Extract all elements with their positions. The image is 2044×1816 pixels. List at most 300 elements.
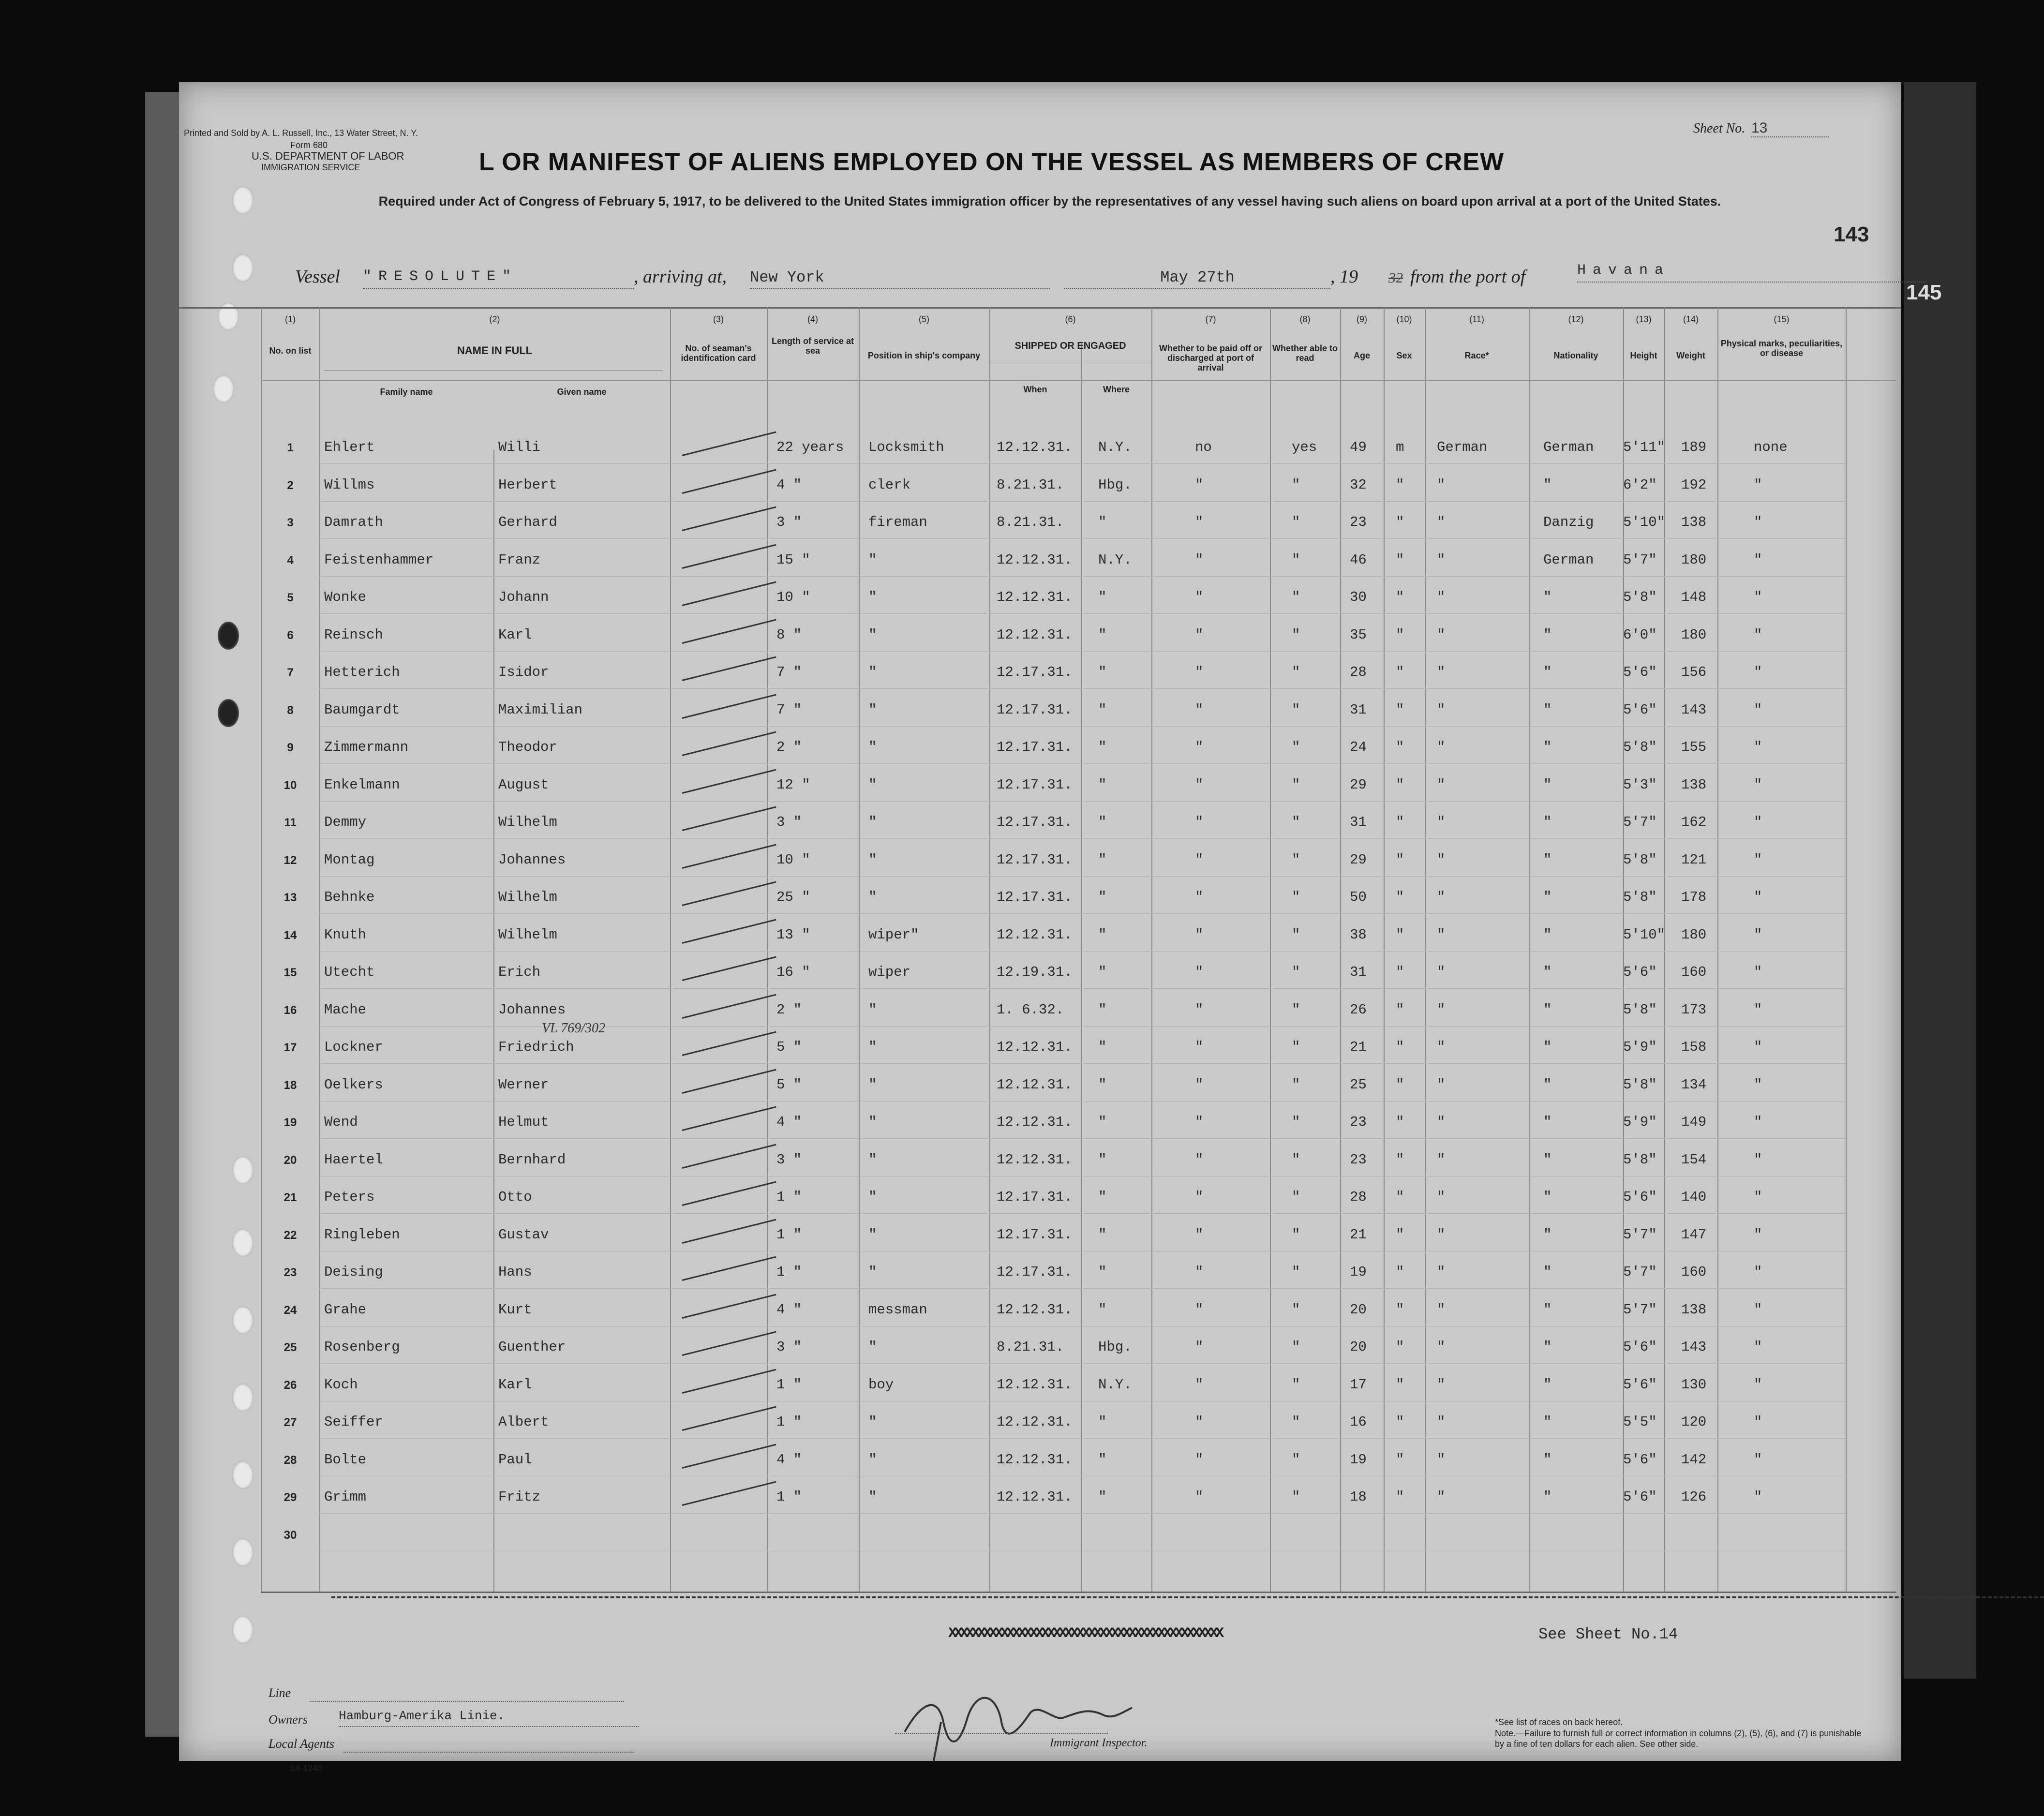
- signature-line: [895, 1732, 1108, 1734]
- check-mark-icon: [682, 1369, 776, 1393]
- height-cell: 5'6": [1623, 701, 1657, 718]
- height-cell: 5'7": [1623, 1264, 1657, 1280]
- sex-cell: ": [1396, 964, 1404, 980]
- race-cell: ": [1437, 1226, 1446, 1243]
- penalty-note: Note.—Failure to furnish full or correct information in columns (2), (5), (6), and (7) is punishable by a fine of ten dollars for each alien. See other side.: [1495, 1728, 1862, 1749]
- height-cell: 5'7": [1623, 814, 1657, 830]
- family-name-cell: Utecht: [324, 964, 375, 980]
- row-number: 5: [287, 591, 294, 604]
- position-cell: ": [868, 1414, 877, 1430]
- service-length-cell: 1 ": [776, 1376, 802, 1393]
- shipped-where-cell: ": [1098, 851, 1107, 868]
- row-number: 27: [283, 1416, 297, 1429]
- sex-cell: ": [1396, 851, 1404, 868]
- physical-marks-cell: ": [1754, 626, 1762, 643]
- position-cell: ": [868, 551, 877, 568]
- able-read-cell: ": [1292, 1151, 1300, 1168]
- required-notice: Required under Act of Congress of February 5, 1917, to be delivered to the United States immigration officer by the representatives of any vessel having such aliens on board upon arrival at a port of the United States.: [378, 194, 1721, 208]
- name-subrule: [324, 370, 663, 371]
- check-mark-icon: [682, 694, 776, 718]
- col-num: (14): [1683, 314, 1699, 324]
- service-length-cell: 3 ": [776, 514, 802, 530]
- age-cell: 16: [1350, 1414, 1367, 1430]
- age-cell: 19: [1350, 1264, 1367, 1280]
- position-cell: fireman: [868, 514, 927, 530]
- age-cell: 29: [1350, 851, 1367, 868]
- able-read-cell: ": [1292, 626, 1300, 643]
- check-mark-icon: [682, 844, 776, 868]
- race-cell: ": [1437, 1076, 1446, 1093]
- weight-cell: 138: [1681, 776, 1707, 793]
- shipped-where-cell: ": [1098, 1226, 1107, 1243]
- header-age: Age: [1353, 351, 1370, 360]
- header-name-in-full: NAME IN FULL: [457, 344, 533, 357]
- position-cell: ": [868, 851, 877, 868]
- shipped-where-cell: ": [1098, 1076, 1107, 1093]
- physical-marks-cell: ": [1754, 701, 1762, 718]
- punch-hole-icon: [232, 186, 254, 214]
- given-name-cell: Hans: [498, 1264, 532, 1280]
- check-mark-icon: [682, 769, 776, 793]
- physical-marks-cell: ": [1754, 1076, 1762, 1093]
- sex-cell: ": [1396, 589, 1404, 605]
- col-divider: [1529, 307, 1530, 1592]
- physical-marks-cell: none: [1754, 439, 1788, 455]
- header-given-name: Given name: [557, 387, 607, 397]
- shipped-where-cell: ": [1098, 1039, 1107, 1055]
- row-rule: [319, 1363, 1846, 1364]
- able-read-cell: ": [1292, 589, 1300, 605]
- punch-hole-icon: [232, 1384, 254, 1412]
- row-rule: [319, 988, 1846, 989]
- paid-off-cell: ": [1195, 1189, 1204, 1205]
- shipped-when-cell: 8.21.31.: [997, 1339, 1064, 1355]
- race-cell: ": [1437, 1339, 1446, 1355]
- shipped-when-cell: 12.17.31.: [997, 664, 1073, 680]
- header-shipped: SHIPPED OR ENGAGED: [1015, 341, 1126, 351]
- race-cell: ": [1437, 926, 1446, 943]
- service: IMMIGRATION SERVICE: [261, 163, 360, 172]
- arrival-date: May 27th: [1064, 268, 1330, 289]
- physical-marks-cell: ": [1754, 1226, 1762, 1243]
- col-divider: [859, 307, 860, 1592]
- nationality-cell: ": [1543, 1264, 1552, 1280]
- position-cell: ": [868, 1001, 877, 1018]
- family-name-cell: Behnke: [324, 889, 375, 905]
- service-length-cell: 2 ": [776, 1001, 802, 1018]
- given-name-cell: Karl: [498, 626, 532, 643]
- height-cell: 5'6": [1623, 1451, 1657, 1468]
- able-read-cell: ": [1292, 1339, 1300, 1355]
- check-mark-icon: [682, 469, 776, 493]
- family-name-cell: Reinsch: [324, 626, 383, 643]
- family-name-cell: Wonke: [324, 589, 367, 605]
- sex-cell: ": [1396, 1414, 1404, 1430]
- given-name-cell: Johannes: [498, 1001, 566, 1018]
- shipped-when-cell: 12.12.31.: [997, 1489, 1073, 1505]
- punch-hole-icon: [232, 254, 254, 282]
- weight-cell: 173: [1681, 1001, 1707, 1018]
- paid-off-cell: ": [1195, 964, 1204, 980]
- physical-marks-cell: ": [1754, 514, 1762, 530]
- age-cell: 31: [1350, 964, 1367, 980]
- row-number: 7: [287, 666, 294, 679]
- family-name-cell: Haertel: [324, 1151, 383, 1168]
- given-name-cell: Helmut: [498, 1114, 549, 1130]
- weight-cell: 189: [1681, 439, 1707, 455]
- able-read-cell: ": [1292, 1076, 1300, 1093]
- able-read-cell: ": [1292, 701, 1300, 718]
- check-mark-icon: [682, 544, 776, 568]
- weight-cell: 162: [1681, 814, 1707, 830]
- sex-cell: ": [1396, 926, 1404, 943]
- able-read-cell: ": [1292, 1114, 1300, 1130]
- able-read-cell: ": [1292, 551, 1300, 568]
- owners-label: Owners: [269, 1712, 308, 1727]
- family-name-cell: Deising: [324, 1264, 383, 1280]
- race-cell: ": [1437, 589, 1446, 605]
- sex-cell: ": [1396, 551, 1404, 568]
- local-agents-field: [343, 1739, 634, 1753]
- check-mark-icon: [682, 619, 776, 643]
- inspector-signature: [895, 1679, 1147, 1766]
- row-rule: [319, 1101, 1846, 1102]
- age-cell: 28: [1350, 1189, 1367, 1205]
- shipped-when-cell: 12.17.31.: [997, 889, 1073, 905]
- height-cell: 5'11": [1623, 439, 1666, 455]
- physical-marks-cell: ": [1754, 1376, 1762, 1393]
- punch-hole-icon: [213, 375, 234, 403]
- line-label: Line: [269, 1686, 291, 1700]
- age-cell: 31: [1350, 814, 1367, 830]
- check-mark-icon: [682, 1181, 776, 1206]
- row-number: 10: [283, 778, 297, 792]
- punch-hole-icon: [218, 302, 239, 330]
- able-read-cell: ": [1292, 514, 1300, 530]
- given-name-cell: Kurt: [498, 1301, 532, 1318]
- paid-off-cell: ": [1195, 476, 1204, 493]
- row-number: 21: [283, 1191, 297, 1204]
- service-length-cell: 3 ": [776, 1339, 802, 1355]
- position-cell: ": [868, 1039, 877, 1055]
- physical-marks-cell: ": [1754, 1451, 1762, 1468]
- height-cell: 5'7": [1623, 551, 1657, 568]
- able-read-cell: ": [1292, 1264, 1300, 1280]
- position-cell: ": [868, 776, 877, 793]
- weight-cell: 140: [1681, 1189, 1707, 1205]
- sex-cell: ": [1396, 814, 1404, 830]
- service-length-cell: 8 ": [776, 626, 802, 643]
- row-number: 23: [283, 1266, 297, 1279]
- physical-marks-cell: ": [1754, 664, 1762, 680]
- family-name-cell: Koch: [324, 1376, 358, 1393]
- vessel-name: "RESOLUTE": [363, 268, 634, 289]
- age-cell: 30: [1350, 589, 1367, 605]
- age-cell: 17: [1350, 1376, 1367, 1393]
- paid-off-cell: ": [1195, 851, 1204, 868]
- shipped-when-cell: 12.12.31.: [997, 1301, 1073, 1318]
- given-name-cell: Friedrich: [498, 1039, 574, 1055]
- service-length-cell: 4 ": [776, 1114, 802, 1130]
- shipped-when-cell: 12.12.31.: [997, 1039, 1073, 1055]
- nationality-cell: ": [1543, 1189, 1552, 1205]
- paid-off-cell: ": [1195, 1489, 1204, 1505]
- race-cell: ": [1437, 664, 1446, 680]
- paid-off-cell: ": [1195, 1151, 1204, 1168]
- shipped-where-cell: ": [1098, 1264, 1107, 1280]
- shipped-when-cell: 12.17.31.: [997, 814, 1073, 830]
- given-name-cell: Gerhard: [498, 514, 557, 530]
- weight-cell: 178: [1681, 889, 1707, 905]
- edge-number: 145: [1906, 281, 1942, 304]
- shipped-when-cell: 12.12.31.: [997, 1151, 1073, 1168]
- col-divider: [767, 307, 768, 1592]
- table-top-rule: [179, 307, 1901, 309]
- shipped-where-cell: N.Y.: [1098, 439, 1132, 455]
- height-cell: 5'3": [1623, 776, 1657, 793]
- race-cell: ": [1437, 626, 1446, 643]
- row-number: 30: [283, 1528, 297, 1542]
- paid-off-cell: ": [1195, 1264, 1204, 1280]
- position-cell: wiper: [868, 964, 911, 980]
- nationality-cell: ": [1543, 1414, 1552, 1430]
- sex-cell: ": [1396, 1114, 1404, 1130]
- nationality-cell: ": [1543, 851, 1552, 868]
- weight-cell: 126: [1681, 1489, 1707, 1505]
- given-name-cell: Erich: [498, 964, 541, 980]
- age-cell: 20: [1350, 1301, 1367, 1318]
- shipped-where-cell: ": [1098, 1189, 1107, 1205]
- paid-off-cell: ": [1195, 1114, 1204, 1130]
- punch-hole-icon: [218, 622, 239, 650]
- row-number: 4: [287, 553, 294, 567]
- row-rule: [319, 763, 1846, 764]
- shipped-where-cell: ": [1098, 626, 1107, 643]
- col-divider: [989, 307, 990, 1592]
- vessel-label: Vessel: [295, 267, 340, 287]
- able-read-cell: ": [1292, 664, 1300, 680]
- nationality-cell: ": [1543, 1301, 1552, 1318]
- sex-cell: ": [1396, 1189, 1404, 1205]
- shipped-where-cell: ": [1098, 814, 1107, 830]
- header-no-on-list: No. on list: [269, 346, 312, 356]
- nationality-cell: ": [1543, 589, 1552, 605]
- position-cell: clerk: [868, 476, 911, 493]
- height-cell: 5'10": [1623, 514, 1666, 530]
- row-rule: [319, 1513, 1846, 1514]
- paid-off-cell: ": [1195, 926, 1204, 943]
- manifest-title: L OR MANIFEST OF ALIENS EMPLOYED ON THE VESSEL AS MEMBERS OF CREW: [479, 148, 1505, 176]
- header-weight: Weight: [1676, 351, 1705, 360]
- check-mark-icon: [682, 994, 776, 1018]
- age-cell: 20: [1350, 1339, 1367, 1355]
- weight-cell: 134: [1681, 1076, 1707, 1093]
- shipped-when-cell: 12.17.31.: [997, 739, 1073, 755]
- row-number: 3: [287, 516, 294, 529]
- physical-marks-cell: ": [1754, 739, 1762, 755]
- physical-marks-cell: ": [1754, 814, 1762, 830]
- paid-off-cell: ": [1195, 1451, 1204, 1468]
- row-rule: [319, 1213, 1846, 1214]
- service-length-cell: 7 ": [776, 701, 802, 718]
- sex-cell: ": [1396, 1376, 1404, 1393]
- able-read-cell: ": [1292, 1039, 1300, 1055]
- punch-hole-icon: [218, 699, 239, 727]
- able-read-cell: ": [1292, 926, 1300, 943]
- weight-cell: 120: [1681, 1414, 1707, 1430]
- age-cell: 21: [1350, 1039, 1367, 1055]
- nationality-cell: ": [1543, 1339, 1552, 1355]
- weight-cell: 180: [1681, 551, 1707, 568]
- row-number: 18: [283, 1078, 297, 1092]
- able-read-cell: ": [1292, 1489, 1300, 1505]
- weight-cell: 149: [1681, 1114, 1707, 1130]
- shipped-when-cell: 1. 6.32.: [997, 1001, 1064, 1018]
- race-cell: ": [1437, 739, 1446, 755]
- able-read-cell: ": [1292, 1189, 1300, 1205]
- paid-off-cell: ": [1195, 1339, 1204, 1355]
- punch-hole-icon: [232, 1306, 254, 1334]
- races-note: *See list of races on back hereof.: [1495, 1717, 1623, 1727]
- given-name-cell: Guenther: [498, 1339, 566, 1355]
- given-name-cell: Wilhelm: [498, 926, 557, 943]
- check-mark-icon: [682, 806, 776, 831]
- position-cell: ": [868, 626, 877, 643]
- height-cell: 5'6": [1623, 1489, 1657, 1505]
- given-name-cell: Herbert: [498, 476, 557, 493]
- nationality-cell: ": [1543, 964, 1552, 980]
- family-name-cell: Ringleben: [324, 1226, 400, 1243]
- shipped-when-cell: 12.12.31.: [997, 439, 1073, 455]
- row-rule: [319, 726, 1846, 727]
- physical-marks-cell: ": [1754, 589, 1762, 605]
- col-num: (8): [1299, 314, 1311, 324]
- position-cell: ": [868, 589, 877, 605]
- physical-marks-cell: ": [1754, 1414, 1762, 1430]
- service-length-cell: 16 ": [776, 964, 810, 980]
- col-num: (5): [919, 314, 929, 324]
- position-cell: ": [868, 814, 877, 830]
- paid-off-cell: ": [1195, 739, 1204, 755]
- header-able-read: Whether able to read: [1272, 343, 1338, 363]
- position-cell: ": [868, 889, 877, 905]
- family-name-cell: Bolte: [324, 1451, 367, 1468]
- service-length-cell: 3 ": [776, 1151, 802, 1168]
- row-number: 26: [283, 1378, 297, 1392]
- weight-cell: 158: [1681, 1039, 1707, 1055]
- nationality-cell: ": [1543, 1151, 1552, 1168]
- shipped-when-cell: 12.17.31.: [997, 851, 1073, 868]
- race-cell: ": [1437, 1489, 1446, 1505]
- sex-cell: ": [1396, 1151, 1404, 1168]
- family-name-cell: Knuth: [324, 926, 367, 943]
- header-bottom-rule: [261, 380, 1896, 381]
- race-cell: ": [1437, 1151, 1446, 1168]
- able-read-cell: ": [1292, 851, 1300, 868]
- physical-marks-cell: ": [1754, 1264, 1762, 1280]
- weight-cell: 148: [1681, 589, 1707, 605]
- given-name-cell: Johannes: [498, 851, 566, 868]
- age-cell: 26: [1350, 1001, 1367, 1018]
- position-cell: ": [868, 701, 877, 718]
- check-mark-icon: [682, 1256, 776, 1281]
- nationality-cell: ": [1543, 1489, 1552, 1505]
- sex-cell: ": [1396, 1489, 1404, 1505]
- shipped-where-cell: ": [1098, 589, 1107, 605]
- nationality-cell: ": [1543, 1376, 1552, 1393]
- race-cell: ": [1437, 1114, 1446, 1130]
- family-name-cell: Willms: [324, 476, 375, 493]
- check-mark-icon: [682, 506, 776, 531]
- check-mark-icon: [682, 881, 776, 906]
- header-id-card: No. of seaman's identification card: [681, 343, 756, 363]
- check-mark-icon: [682, 1219, 776, 1243]
- family-name-cell: Lockner: [324, 1039, 383, 1055]
- position-cell: ": [868, 1264, 877, 1280]
- shipped-where-cell: ": [1098, 1414, 1107, 1430]
- service-length-cell: 7 ": [776, 664, 802, 680]
- height-cell: 5'8": [1623, 589, 1657, 605]
- paid-off-cell: ": [1195, 1076, 1204, 1093]
- race-cell: German: [1437, 439, 1488, 455]
- col-divider: [1717, 307, 1718, 1592]
- check-mark-icon: [682, 1406, 776, 1431]
- from-port-label: from the port of: [1410, 267, 1526, 287]
- shipped-when-cell: 12.12.31.: [997, 1376, 1073, 1393]
- given-name-cell: Gustav: [498, 1226, 549, 1243]
- service-length-cell: 10 ": [776, 851, 810, 868]
- row-number: 20: [283, 1153, 297, 1167]
- age-cell: 29: [1350, 776, 1367, 793]
- row-number: 15: [283, 966, 297, 979]
- row-rule: [319, 613, 1846, 614]
- row-number: 6: [287, 628, 294, 642]
- row-rule: [319, 651, 1846, 652]
- paid-off-cell: ": [1195, 514, 1204, 530]
- right-strip: [1904, 82, 1976, 1679]
- position-cell: boy: [868, 1376, 894, 1393]
- service-length-cell: 22 years: [776, 439, 844, 455]
- race-cell: ": [1437, 514, 1446, 530]
- punch-hole-icon: [232, 1461, 254, 1489]
- service-length-cell: 12 ": [776, 776, 810, 793]
- height-cell: 5'8": [1623, 851, 1657, 868]
- nationality-cell: German: [1543, 439, 1594, 455]
- paid-off-cell: ": [1195, 889, 1204, 905]
- check-mark-icon: [682, 1106, 776, 1131]
- col-divider: [1623, 307, 1624, 1592]
- able-read-cell: ": [1292, 814, 1300, 830]
- paid-off-cell: ": [1195, 701, 1204, 718]
- row-rule: [319, 951, 1846, 952]
- given-name-cell: Otto: [498, 1189, 532, 1205]
- shipped-where-cell: ": [1098, 889, 1107, 905]
- age-cell: 49: [1350, 439, 1367, 455]
- family-name-cell: Baumgardt: [324, 701, 400, 718]
- age-cell: 23: [1350, 514, 1367, 530]
- shipped-when-cell: 12.12.31.: [997, 1076, 1073, 1093]
- paid-off-cell: ": [1195, 589, 1204, 605]
- shipped-where-cell: ": [1098, 1001, 1107, 1018]
- row-number: 11: [284, 816, 297, 829]
- age-cell: 23: [1350, 1151, 1367, 1168]
- height-cell: 6'0": [1623, 626, 1657, 643]
- nationality-cell: ": [1543, 776, 1552, 793]
- race-cell: ": [1437, 1264, 1446, 1280]
- check-mark-icon: [682, 432, 776, 456]
- col-num: (7): [1205, 314, 1216, 324]
- family-name-cell: Grahe: [324, 1301, 367, 1318]
